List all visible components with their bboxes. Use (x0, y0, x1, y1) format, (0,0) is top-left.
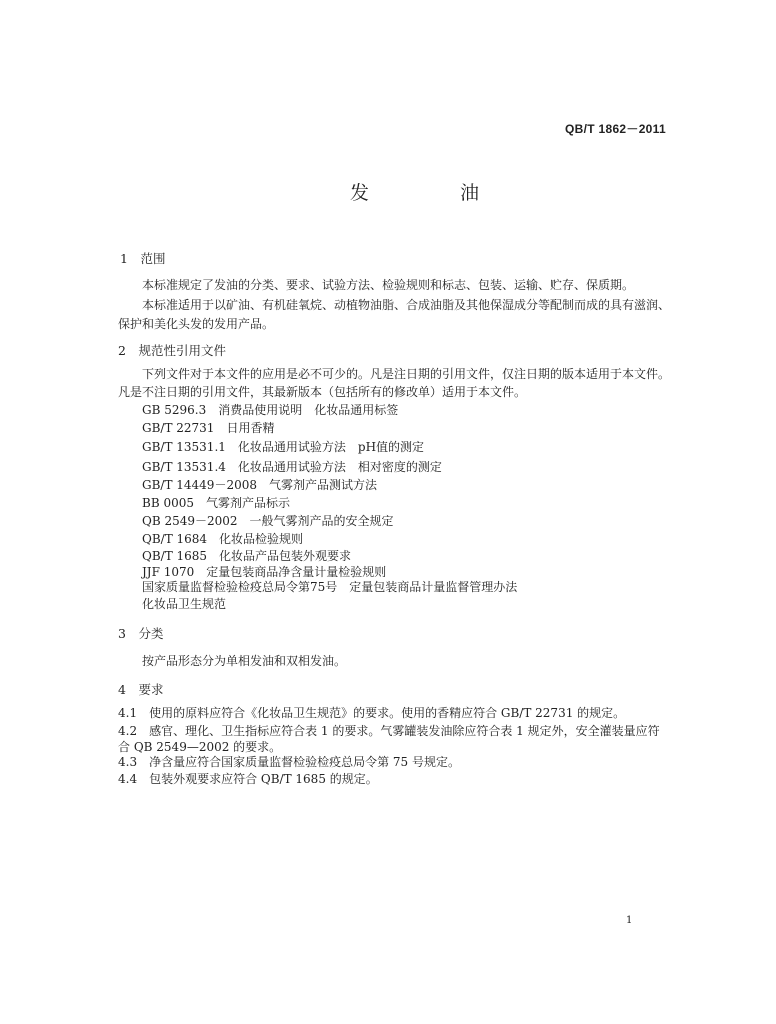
reference-item: JJF 1070 定量包装商品净含量计量检验规则 (142, 565, 387, 579)
document-title: 发 油 (350, 182, 516, 204)
section-1-paragraph-2-cont: 保护和美化头发的发用产品。 (118, 317, 275, 331)
reference-item: QB 2549－2002 一般气雾剂产品的安全规定 (142, 514, 394, 528)
page-number: 1 (626, 915, 633, 926)
requirement-item-cont: 合 QB 2549—2002 的要求。 (118, 740, 282, 754)
section-1-paragraph-1: 本标准规定了发油的分类、要求、试验方法、检验规则和标志、包装、运输、贮存、保质期。 (142, 278, 635, 292)
reference-item: 化妆品卫生规范 (142, 597, 227, 611)
section-2-paragraph-1: 下列文件对于本文件的应用是必不可少的。凡是注日期的引用文件，仅注日期的版本适用于本文件。 (142, 367, 671, 381)
section-2-paragraph-1-cont: 凡是不注日期的引用文件，其最新版本（包括所有的修改单）适用于本文件。 (118, 385, 527, 399)
section-3-heading: 3 分类 (118, 626, 164, 641)
section-1-heading: 1 范围 (120, 251, 166, 266)
requirement-item: 4.1 使用的原料应符合《化妆品卫生规范》的要求。使用的香精应符合 GB/T 22731 的规定。 (118, 706, 626, 720)
reference-item: GB/T 13531.1 化妆品通用试验方法 pH值的测定 (142, 440, 425, 454)
reference-item: GB/T 22731 日用香精 (142, 421, 275, 435)
reference-item: GB/T 14449－2008 气雾剂产品测试方法 (142, 478, 377, 492)
reference-item: 国家质量监督检验检疫总局令第75号 定量包装商品计量监督管理办法 (142, 580, 518, 594)
requirement-item: 4.4 包装外观要求应符合 QB/T 1685 的规定。 (118, 772, 378, 786)
section-2-heading: 2 规范性引用文件 (118, 343, 226, 358)
requirement-item: 4.3 净含量应符合国家质量监督检验检疫总局令第 75 号规定。 (118, 755, 460, 769)
requirement-item: 4.2 感官、理化、卫生指标应符合表 1 的要求。气雾罐装发油除应符合表 1 规定外，安全灌装量应符 (118, 724, 660, 738)
reference-item: BB 0005 气雾剂产品标示 (142, 496, 290, 510)
reference-item: GB/T 13531.4 化妆品通用试验方法 相对密度的测定 (142, 460, 442, 474)
section-1-paragraph-2: 本标准适用于以矿油、有机硅氧烷、动植物油脂、合成油脂及其他保湿成分等配制而成的具有滋润、 (142, 298, 671, 312)
section-3-paragraph-1: 按产品形态分为单相发油和双相发油。 (142, 654, 347, 668)
section-4-heading: 4 要求 (118, 682, 164, 697)
reference-item: QB/T 1685 化妆品产品包装外观要求 (142, 549, 352, 563)
reference-item: GB 5296.3 消费品使用说明 化妆品通用标签 (142, 403, 399, 417)
reference-item: QB/T 1684 化妆品检验规则 (142, 532, 304, 546)
standard-number: QB/T 1862－2011 (565, 122, 666, 136)
